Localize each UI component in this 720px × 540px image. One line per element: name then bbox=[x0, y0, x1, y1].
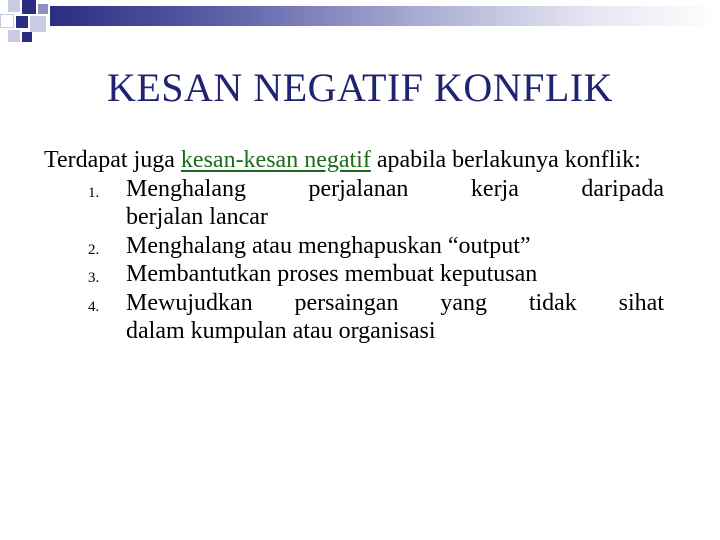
list-number: 2. bbox=[88, 241, 100, 258]
header-gradient-bar bbox=[50, 6, 720, 26]
decor-square bbox=[22, 32, 32, 42]
intro-keyword: kesan-kesan negatif bbox=[180, 147, 371, 173]
slide-title: KESAN NEGATIF KONFLIK bbox=[106, 65, 614, 110]
list-number: 3. bbox=[88, 270, 100, 286]
list-item bbox=[44, 260, 664, 289]
header-decoration bbox=[0, 0, 720, 50]
list-item-text: Membantutkan proses membuat keputusan bbox=[126, 261, 538, 287]
list-item-text-cont: berjalan lancar bbox=[126, 204, 268, 230]
list-item bbox=[44, 289, 664, 346]
decor-square bbox=[16, 16, 28, 28]
decor-square bbox=[38, 4, 48, 14]
decor-square bbox=[30, 16, 46, 32]
list-number: 1. bbox=[88, 184, 100, 201]
intro-text-end: apabila berlakunya konflik: bbox=[370, 147, 641, 173]
list-number: 4. bbox=[88, 298, 100, 315]
decor-square bbox=[0, 14, 14, 28]
list-item-text: Menghalang atau menghapuskan “output” bbox=[126, 232, 531, 259]
list-item-text: Mewujudkan persaingan yang tidak sihat bbox=[126, 289, 664, 316]
slide-body bbox=[44, 146, 664, 346]
intro-text: Terdapat juga bbox=[44, 147, 181, 173]
decor-square bbox=[8, 30, 20, 42]
list-item-text: Menghalang perjalanan kerja daripada bbox=[126, 175, 664, 202]
decor-square bbox=[22, 0, 36, 14]
consequence-list bbox=[44, 175, 664, 346]
list-item bbox=[44, 175, 664, 232]
intro-paragraph bbox=[44, 146, 664, 175]
decor-square bbox=[8, 0, 20, 12]
list-item-text-cont: dalam kumpulan atau organisasi bbox=[126, 318, 436, 344]
list-item bbox=[44, 232, 664, 261]
